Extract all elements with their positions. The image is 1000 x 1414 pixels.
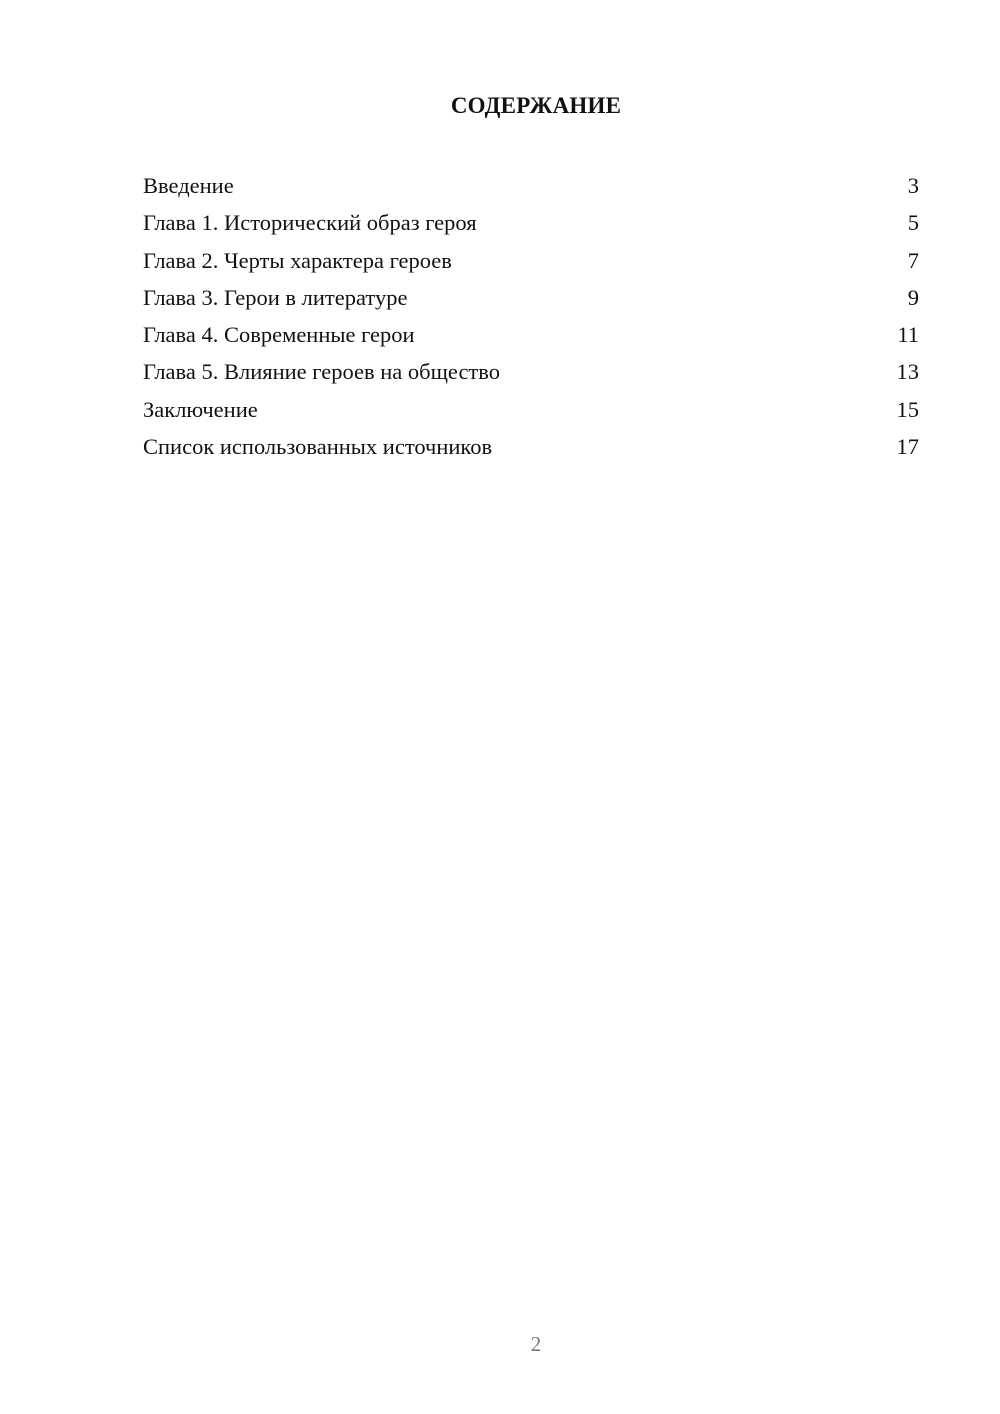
toc-entry	[143, 353, 919, 390]
toc-entry-label: Глава 4. Современные герои	[143, 322, 415, 348]
toc-entry	[143, 428, 919, 465]
toc-entry-page: 5	[907, 210, 919, 236]
toc-entry-label: Глава 1. Исторический образ героя	[143, 210, 477, 236]
toc-entry	[143, 316, 919, 353]
toc-entry-page: 7	[907, 247, 919, 273]
toc-entry-page: 3	[907, 173, 919, 198]
toc-entry-label: Заключение	[143, 396, 258, 422]
toc-entry	[143, 279, 919, 316]
toc-entry-page: 9	[907, 284, 919, 310]
toc-entry-page: 11	[897, 322, 919, 348]
toc-entry-label: Введение	[143, 173, 234, 198]
toc-entry-page: 15	[896, 396, 919, 422]
toc-entry	[143, 391, 919, 428]
page-number: 2	[530, 1332, 542, 1356]
table-of-contents	[143, 167, 919, 465]
toc-entry-label: Глава 5. Влияние героев на общество	[143, 359, 500, 385]
toc-entry-page: 17	[896, 434, 919, 460]
toc-entry	[143, 242, 919, 279]
toc-entry-label: Глава 2. Черты характера героев	[143, 247, 452, 273]
toc-entry	[143, 167, 919, 204]
toc-entry-label: Глава 3. Герои в литературе	[143, 284, 408, 310]
toc-entry-label: Список использованных источников	[143, 434, 493, 460]
toc-heading: СОДЕРЖАНИЕ	[450, 93, 622, 118]
toc-entry-page: 13	[896, 359, 919, 385]
toc-entry	[143, 204, 919, 241]
